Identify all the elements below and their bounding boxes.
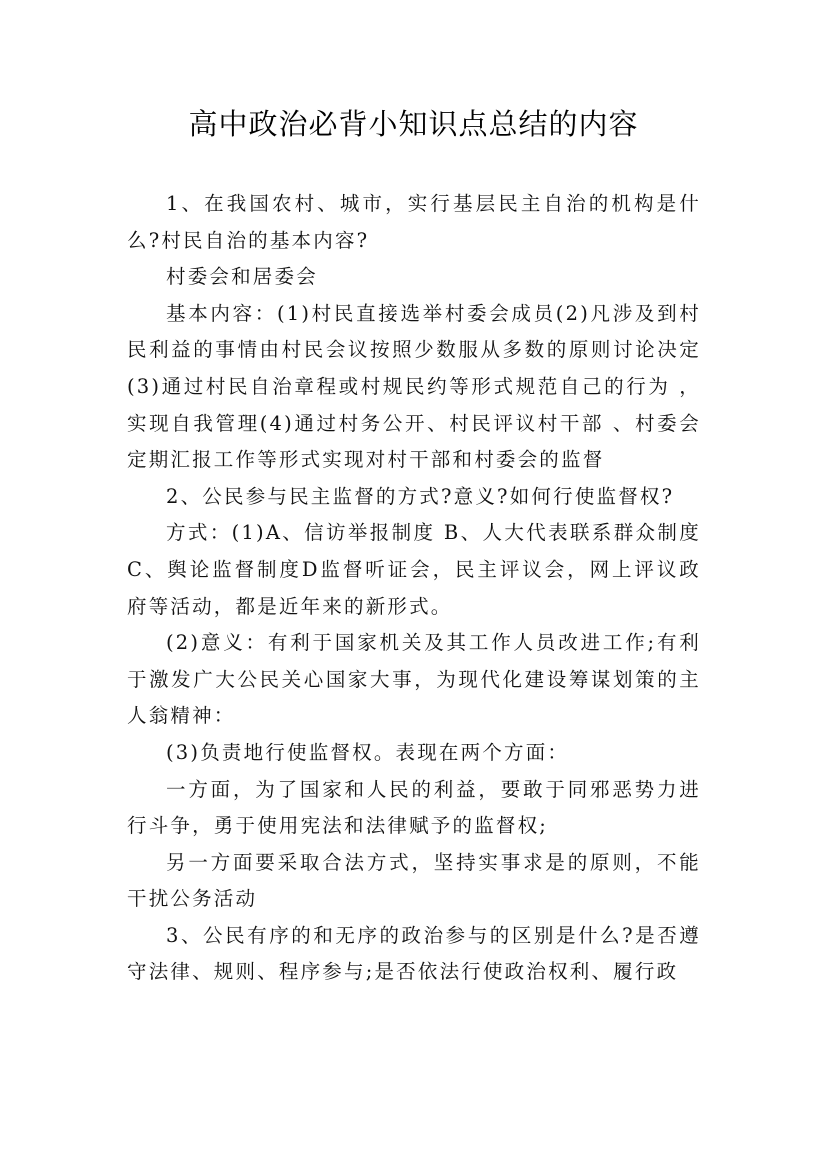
paragraph-question-2: 2、公民参与民主监督的方式?意义?如何行使监督权?	[166, 484, 675, 508]
paragraph-question-3: 3、公民有序的和无序的政治参与的区别是什么?是否遵守法律、规则、程序参与;是否依法行使政治权利、履行政	[127, 923, 701, 984]
paragraph-answer-2-methods: 方式：(1)A、信访举报制度 B、人大代表联系群众制度 C、舆论监督制度D监督听证会，民主评议会，网上评议政府等活动，都是近年来的新形式。	[127, 521, 701, 618]
paragraph-answer-1-content: 基本内容：(1)村民直接选举村委会成员(2)凡涉及到村民利益的事情由村民会议按照少数服从多数的原则讨论决定(3)通过村民自治章程或村规民约等形式规范自己的行为 ，实现自我管理(4)通过村务公开、村民评议村干部 、村委会定期汇报工作等形式实现对村干部和村委会的监督	[127, 301, 701, 472]
document-title: 高中政治必背小知识点总结的内容	[188, 107, 639, 141]
paragraph-question-1: 1、在我国农村、城市，实行基层民主自治的机构是什么?村民自治的基本内容?	[127, 192, 701, 252]
paragraph-answer-2-aspect-two: 另一方面要采取合法方式，坚持实事求是的原则，不能干扰公务活动	[127, 850, 701, 911]
paragraph-answer-1-institutions: 村委会和居委会	[166, 265, 318, 289]
paragraph-answer-2-significance: (2)意义：有利于国家机关及其工作人员改进工作;有利于激发广大公民关心国家大事，为现代化建设筹谋划策的主人翁精神：	[127, 631, 701, 728]
document-body	[127, 186, 701, 991]
paragraph-answer-2-aspect-one: 一方面，为了国家和人民的利益，要敢于同邪恶势力进行斗争，勇于使用宪法和法律赋予的监督权;	[127, 777, 701, 838]
paragraph-answer-2-exercise: (3)负责地行使监督权。表现在两个方面：	[166, 740, 570, 764]
